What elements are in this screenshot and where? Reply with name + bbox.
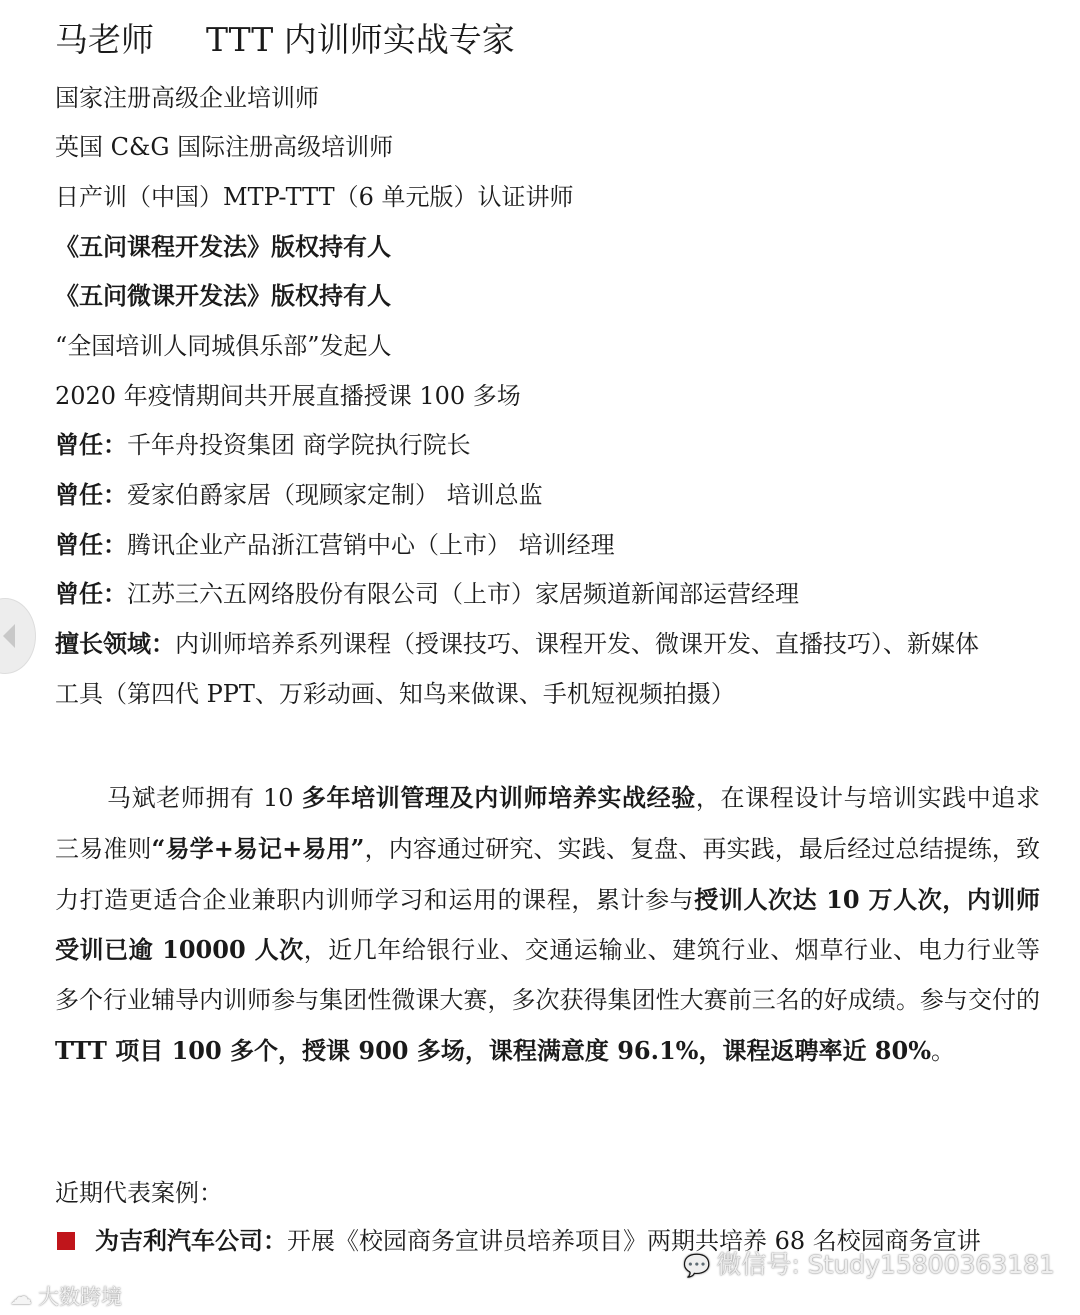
- former-role-line: 曾任：爱家伯爵家居（现顾家定制） 培训总监: [55, 480, 543, 509]
- copyright-line: 《五问微课开发法》版权持有人: [55, 281, 391, 310]
- credential-line: 日产训（中国）MTP-TTT（6 单元版）认证讲师: [55, 183, 574, 211]
- former-label: 曾任：: [55, 430, 127, 459]
- case-text: 开展《校园商务宣讲员培养项目》两期共培养 68 名校园商务宣讲: [287, 1227, 981, 1255]
- bio-paragraph: 马斌老师拥有 10 多年培训管理及内训师培养实战经验，在课程设计与培训实践中追求三易准则“易学+易记+易用”，内容通过研究、实践、复盘、再实践，最后经过总结提练，致力打造更适合企业兼职内训师学习和运用的课程，累计参与授训人次达 10 万人次，内训师受训已逾 10000 人次，近几年给银行业、交通运输业、建筑行业、烟草行业、电力行业等多个行业辅导内训师参与集团性微课大赛，多次获得集团性大赛前三名的好成绩。参与交付的 TTT 项目 100 多个，授课 900 多场，课程满意度 96.1%，课程返聘率近 80%。: [55, 783, 1041, 1065]
- former-role-line: 曾任：江苏三六五网络股份有限公司（上市）家居频道新闻部运营经理: [55, 579, 799, 608]
- page-title: [55, 18, 515, 62]
- former-label: 曾任：: [55, 530, 127, 559]
- watermark-right: 💬 微信号: Study15800363181: [683, 1250, 1055, 1279]
- live-line: 2020 年疫情期间共开展直播授课 100 多场: [55, 382, 521, 410]
- expertise-line-2: 工具（第四代 PPT、万彩动画、知鸟来做课、手机短视频拍摄）: [55, 680, 735, 708]
- chevron-left-icon: [3, 624, 15, 648]
- kedu-logo-icon: ☁: [10, 1285, 32, 1310]
- watermark-left: ☁ 大数跨境: [10, 1285, 122, 1310]
- side-scroll-tab[interactable]: [0, 598, 36, 674]
- former-role-line: 曾任：千年舟投资集团 商学院执行院长: [55, 430, 471, 459]
- wechat-icon: 💬: [683, 1254, 711, 1279]
- case-client: 为吉利汽车公司：: [95, 1226, 287, 1255]
- former-role-line: 曾任：腾讯企业产品浙江营销中心（上市） 培训经理: [55, 530, 615, 559]
- credential-line: 英国 C&G 国际注册高级培训师: [55, 133, 394, 161]
- former-label: 曾任：: [55, 480, 127, 509]
- club-line: “全国培训人同城俱乐部”发起人: [55, 332, 392, 360]
- cases-heading: 近期代表案例：: [55, 1179, 223, 1207]
- copyright-line: 《五问课程开发法》版权持有人: [55, 232, 391, 261]
- trainer-name: 马老师: [55, 20, 154, 59]
- expertise-line: 擅长领域：内训师培养系列课程（授课技巧、课程开发、微课开发、直播技巧）、新媒体: [55, 629, 979, 658]
- bullet-square-icon: [57, 1232, 75, 1250]
- credential-line: 国家注册高级企业培训师: [55, 84, 319, 112]
- expertise-label: 擅长领域：: [55, 629, 175, 658]
- former-label: 曾任：: [55, 579, 127, 608]
- trainer-title: TTT 内训师实战专家: [206, 20, 515, 59]
